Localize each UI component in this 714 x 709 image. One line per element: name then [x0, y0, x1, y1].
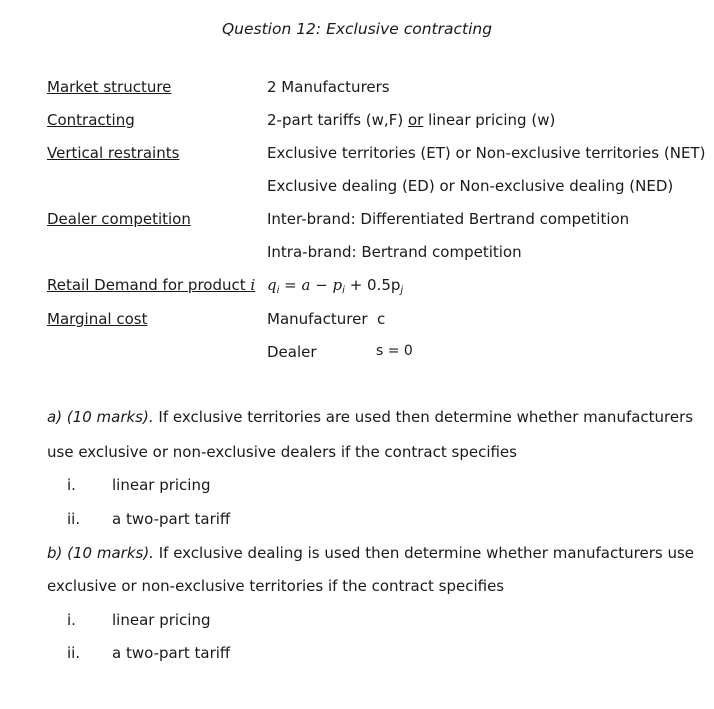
demand-eq-part-2: + 0.5p	[344, 276, 401, 294]
part-b-line-2: exclusive or non-exclusive territories if the contract specifies	[47, 577, 505, 595]
contracting-row	[0, 111, 714, 133]
part-b-marks: b) (10 marks).	[47, 544, 154, 562]
market-structure-row	[0, 78, 714, 100]
marginal-cost-label: Marginal cost	[47, 310, 148, 328]
vertical-restraints-row	[0, 144, 714, 166]
part-b-item	[0, 611, 714, 633]
dealer-competition-value-2: Intra-brand: Bertrand competition	[267, 243, 522, 261]
part-a-item-2-numeral: ii.	[67, 510, 81, 528]
question-title: Question 12: Exclusive contracting	[221, 20, 493, 38]
vertical-restraints-value-2: Exclusive dealing (ED) or Non-exclusive dealing (NED)	[267, 177, 674, 195]
marginal-cost-dealer: Dealer	[267, 343, 317, 361]
part-a-text-1: If exclusive territories are used then determine whether manufacturers	[153, 408, 694, 426]
dealer-competition-label: Dealer competition	[47, 210, 191, 228]
market-structure-value: 2 Manufacturers	[267, 78, 390, 96]
part-b-item-1-numeral: i.	[67, 611, 76, 629]
vertical-restraints-label: Vertical restraints	[47, 144, 180, 162]
marginal-cost-dealer-row	[0, 343, 714, 365]
marginal-cost-row	[0, 310, 714, 332]
retail-demand-equation	[267, 276, 403, 296]
market-structure-label: Market structure	[47, 78, 172, 96]
part-a-item	[0, 510, 714, 532]
contracting-label: Contracting	[47, 111, 135, 129]
vertical-restraints-value-1: Exclusive territories (ET) or Non-exclusive territories (NET)	[267, 144, 706, 162]
retail-demand-row	[0, 276, 714, 298]
vertical-restraints-row-2	[0, 177, 714, 199]
retail-demand-label	[47, 276, 255, 294]
retail-demand-label-i: i	[250, 276, 256, 294]
dealer-competition-row	[0, 210, 714, 232]
marginal-cost-dealer-value: s = 0	[376, 343, 413, 359]
part-b-item-2-text: a two-part tariff	[112, 644, 231, 662]
part-b-line-1	[47, 544, 694, 562]
part-a-line-2: use exclusive or non-exclusive dealers if the contract specifies	[47, 443, 517, 461]
contracting-value	[267, 111, 555, 129]
demand-q: q	[267, 276, 277, 294]
contracting-value-or: or	[407, 111, 424, 129]
part-b-item-1-text: linear pricing	[112, 611, 211, 629]
part-a-marks: a) (10 marks).	[47, 408, 154, 426]
demand-q-sub: i	[276, 285, 280, 296]
part-b-item	[0, 644, 714, 666]
demand-p-sub-1: i	[342, 285, 345, 296]
demand-eq-part-1: = a − p	[279, 276, 343, 294]
part-a-item	[0, 476, 714, 498]
contracting-value-pre: 2-part tariffs (w,F)	[267, 111, 408, 129]
dealer-competition-row-2	[0, 243, 714, 265]
marginal-cost-manufacturer: Manufacturer c	[267, 310, 386, 328]
retail-demand-label-text: Retail Demand for product	[47, 276, 251, 294]
part-a-item-1-text: linear pricing	[112, 476, 211, 494]
contracting-value-post: linear pricing (w)	[423, 111, 556, 129]
part-a-line-1	[47, 408, 693, 426]
part-a-item-2-text: a two-part tariff	[112, 510, 231, 528]
part-a-item-1-numeral: i.	[67, 476, 76, 494]
dealer-competition-value-1: Inter-brand: Differentiated Bertrand competition	[267, 210, 630, 228]
part-b-item-2-numeral: ii.	[67, 644, 81, 662]
part-b-text-1: If exclusive dealing is used then determine whether manufacturers use	[153, 544, 694, 562]
demand-p-sub-2: j	[400, 285, 404, 296]
